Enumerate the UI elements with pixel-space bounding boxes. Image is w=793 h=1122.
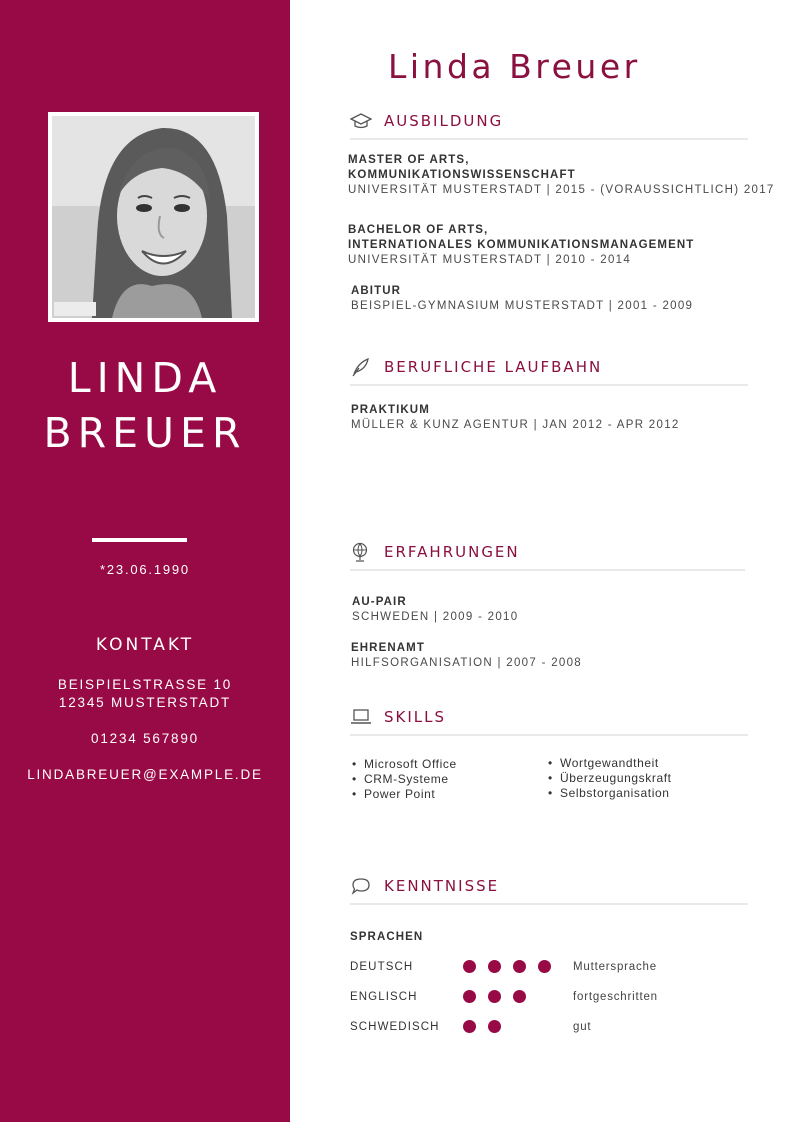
education-entry-3-detail: BEISPIEL-GYMNASIUM MUSTERSTADT | 2001 - 2009	[351, 300, 694, 312]
section-skills-header	[350, 706, 748, 736]
birthdate: *23.06.1990	[100, 562, 190, 577]
contact-heading: KONTAKT	[95, 635, 195, 655]
section-skills-title: SKILLS	[384, 708, 447, 726]
experience-entry-2-title: EHRENAMT	[351, 642, 425, 654]
proficiency-dot	[488, 1020, 501, 1033]
experience-entry-1-detail: SCHWEDEN | 2009 - 2010	[352, 611, 519, 623]
proficiency-dot	[463, 960, 476, 973]
career-entry-1-detail: MÜLLER & KUNZ AGENTUR | JAN 2012 - APR 2012	[351, 419, 680, 431]
proficiency-dot	[538, 960, 551, 973]
language-name: ENGLISCH	[350, 991, 418, 1003]
language-name: SCHWEDISCH	[350, 1021, 440, 1033]
proficiency-dot	[488, 990, 501, 1003]
section-career-header	[350, 356, 748, 386]
language-level-dots	[463, 960, 563, 974]
page-title: Linda Breuer	[388, 47, 641, 86]
proficiency-dot	[513, 960, 526, 973]
skills-list-right	[546, 756, 672, 801]
section-experience-title: ERFAHRUNGEN	[384, 543, 520, 561]
section-knowledge-title: KENNTNISSE	[384, 877, 500, 895]
list-item: • Microsoft Office	[350, 757, 457, 772]
languages-subheading: SPRACHEN	[350, 931, 424, 943]
section-career-title: BERUFLICHE LAUFBAHN	[384, 358, 603, 376]
education-entry-1-title: MASTER OF ARTS,	[348, 154, 470, 166]
language-level: Muttersprache	[573, 961, 657, 973]
list-item: • Überzeugungskraft	[546, 771, 672, 786]
experience-entry-2-detail: HILFSORGANISATION | 2007 - 2008	[351, 657, 582, 669]
sidebar-name-last: BREUER	[43, 409, 247, 457]
feather-pen-icon	[350, 357, 372, 377]
address-city: 12345 MUSTERSTADT	[58, 695, 232, 710]
sidebar-divider	[92, 538, 187, 542]
education-entry-2-detail: UNIVERSITÄT MUSTERSTADT | 2010 - 2014	[348, 254, 632, 266]
education-entry-3-title: ABITUR	[351, 285, 402, 297]
section-knowledge-header	[350, 875, 748, 905]
list-item: • Wortgewandtheit	[546, 756, 672, 771]
sidebar	[0, 0, 290, 1122]
globe-icon	[350, 542, 372, 562]
section-experience-header	[350, 541, 745, 571]
section-education-title: AUSBILDUNG	[384, 112, 504, 130]
education-entry-1-subtitle: KOMMUNIKATIONSWISSENSCHAFT	[348, 169, 576, 181]
email-address: LINDABREUER@EXAMPLE.DE	[27, 767, 263, 782]
proficiency-dot	[463, 1020, 476, 1033]
education-entry-2-subtitle: INTERNATIONALES KOMMUNIKATIONSMANAGEMENT	[348, 239, 695, 251]
proficiency-dot	[513, 990, 526, 1003]
phone-number: 01234 567890	[91, 731, 199, 746]
list-item: • CRM-Systeme	[350, 772, 457, 787]
address-street: BEISPIELSTRASSE 10	[57, 677, 233, 692]
profile-photo	[52, 116, 255, 318]
education-entry-1-detail: UNIVERSITÄT MUSTERSTADT | 2015 - (VORAUSSICHTLICH) 2017	[348, 184, 775, 196]
list-item: • Power Point	[350, 787, 457, 802]
language-level: gut	[573, 1021, 592, 1033]
list-item: • Selbstorganisation	[546, 786, 672, 801]
language-level-dots	[463, 990, 538, 1004]
proficiency-dot	[488, 960, 501, 973]
graduation-cap-icon	[350, 111, 372, 131]
laptop-icon	[350, 707, 372, 727]
section-education-header	[350, 110, 748, 140]
education-entry-2-title: BACHELOR OF ARTS,	[348, 224, 489, 236]
speech-bubble-icon	[350, 876, 372, 896]
profile-photo-frame	[48, 112, 259, 322]
sidebar-name-first: LINDA	[67, 354, 223, 402]
experience-entry-1-title: AU-PAIR	[352, 596, 407, 608]
skills-list-left	[350, 757, 457, 802]
language-level: fortgeschritten	[573, 991, 658, 1003]
portrait-illustration	[52, 116, 255, 318]
language-level-dots	[463, 1020, 513, 1034]
language-name: DEUTSCH	[350, 961, 414, 973]
proficiency-dot	[463, 990, 476, 1003]
career-entry-1-title: PRAKTIKUM	[351, 404, 430, 416]
